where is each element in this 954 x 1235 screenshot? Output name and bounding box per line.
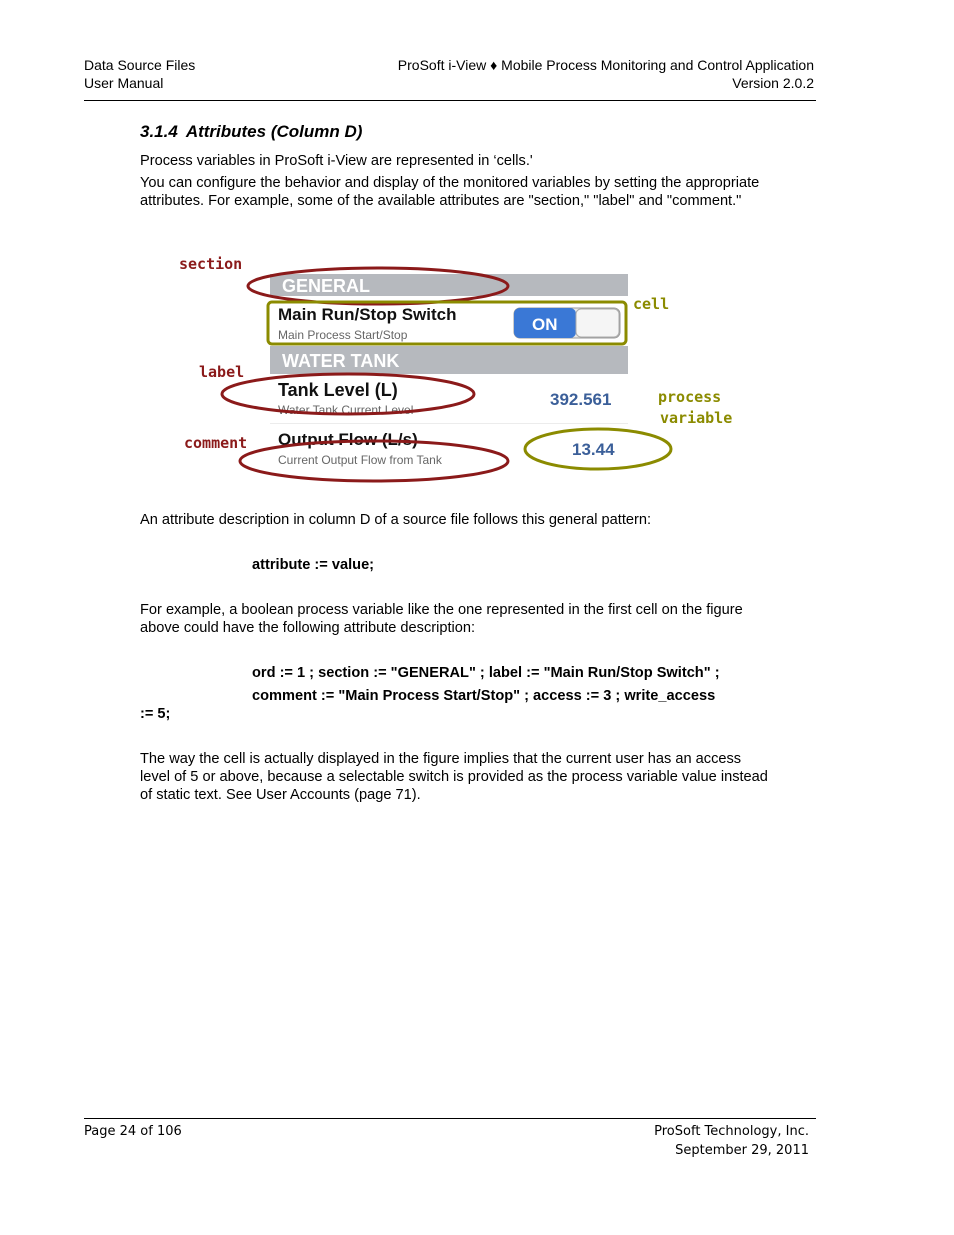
section-water-text: WATER TANK — [282, 351, 400, 371]
header-product: ProSoft i-View ♦ Mobile Process Monitoring and Control Application — [397, 57, 814, 73]
header-divider — [84, 100, 816, 101]
row1-comment: Main Process Start/Stop — [278, 328, 408, 342]
row3-label: Output Flow (L/s) — [278, 430, 418, 449]
row3-value: 13.44 — [572, 440, 615, 459]
header-chapter: Data Source Files — [84, 57, 196, 73]
header-version: Version 2.0.2 — [732, 75, 814, 91]
section-general-text: GENERAL — [282, 276, 371, 296]
header-doc-type: User Manual — [84, 75, 164, 91]
section-number: 3.1.4 — [140, 122, 178, 141]
row3-comment: Current Output Flow from Tank — [278, 453, 442, 467]
code-example-line-1: ord := 1 ; section := "GENERAL" ; label := "Main Run/Stop Switch" ; — [252, 665, 720, 681]
page-header-left — [84, 56, 195, 92]
attributes-figure — [170, 250, 740, 490]
section-heading — [140, 122, 362, 142]
footer-company: ProSoft Technology, Inc. — [654, 1124, 809, 1139]
annotation-section: section — [179, 255, 243, 273]
row1-label: Main Run/Stop Switch — [278, 305, 457, 324]
paragraph-intro: Process variables in ProSoft i-View are represented in ‘cells.' — [140, 153, 533, 169]
switch-knob — [576, 309, 619, 337]
annotation-label: label — [199, 363, 245, 381]
annotation-comment: comment — [184, 434, 248, 452]
page-header-right — [398, 56, 814, 92]
section-title: Attributes (Column D) — [185, 122, 363, 141]
footer-date: September 29, 2011 — [675, 1143, 809, 1158]
code-pattern: attribute := value; — [252, 557, 375, 573]
footer-page-number: Page 24 of 106 — [84, 1124, 182, 1139]
footer-right — [654, 1122, 809, 1160]
paragraph-access-level: The way the cell is actually displayed in the figure implies that the current user has an access level of 5 or above, because a selectable switch is provided as the process variable value instead of static text. See User Accounts (page 71). — [140, 751, 768, 803]
code-example-line-2: comment := "Main Process Start/Stop" ; access := 3 ; write_access — [252, 688, 716, 704]
row2-comment: Water Tank Current Level — [278, 403, 414, 417]
annotation-variable: variable — [660, 409, 733, 427]
paragraph-attributes: You can configure the behavior and display of the monitored variables by setting the appropriate attributes. For example, some of the available attributes are "section," "label" and "comment." — [140, 175, 760, 209]
paragraph-example-intro: For example, a boolean process variable like the one represented in the first cell on the figure above could have the following attribute description: — [140, 602, 743, 636]
annotation-cell: cell — [633, 295, 670, 313]
annotation-process: process — [658, 388, 722, 406]
paragraph-pattern-intro: An attribute description in column D of a source file follows this general pattern: — [140, 512, 652, 528]
row2-label: Tank Level (L) — [278, 380, 398, 400]
footer-divider — [84, 1118, 816, 1119]
row2-value: 392.561 — [550, 390, 612, 409]
code-example-line-3: := 5; — [140, 706, 171, 722]
switch-on-text: ON — [532, 315, 558, 334]
